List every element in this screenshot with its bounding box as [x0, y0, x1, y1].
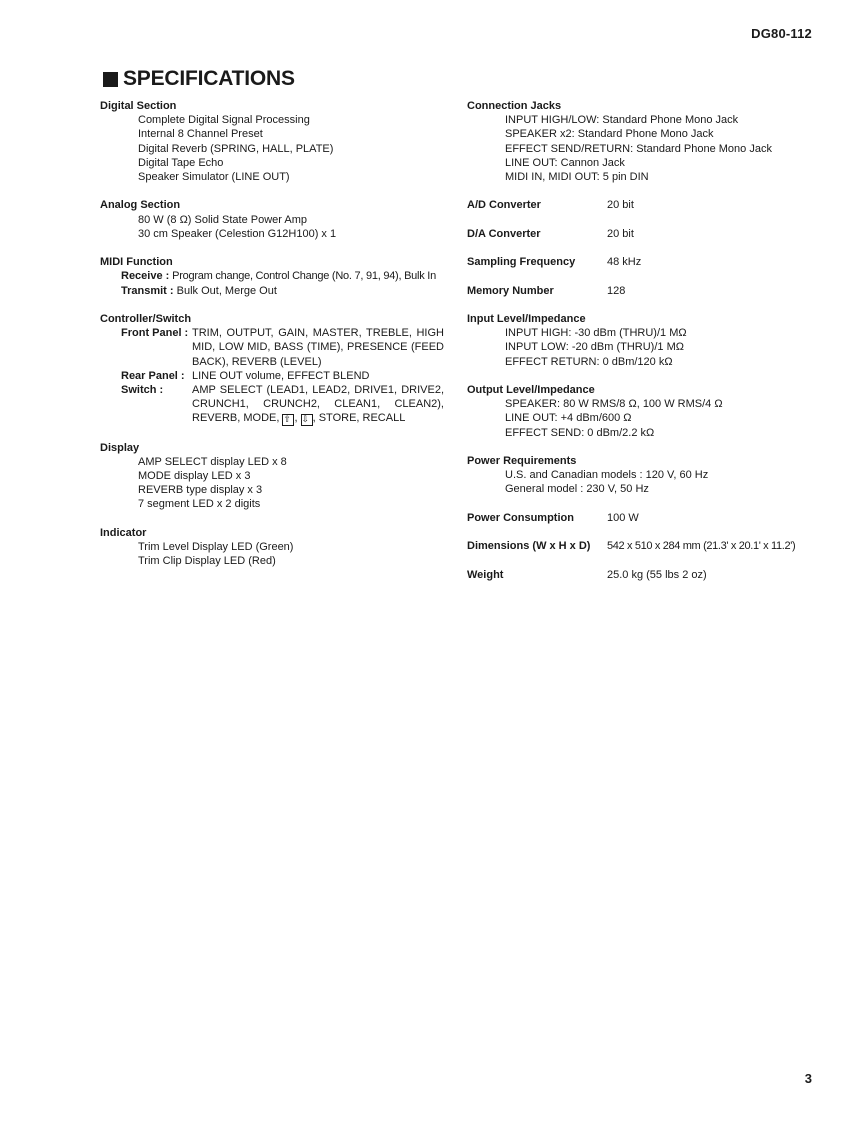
section-heading: Controller/Switch: [100, 313, 192, 325]
memory-number-label: Memory Number: [467, 284, 554, 297]
dimensions-value: 542 x 510 x 284 mm (21.3' x 20.1' x 11.2'): [607, 540, 796, 553]
section-heading: MIDI Function: [100, 256, 173, 269]
memory-number-row: [467, 284, 827, 298]
ad-converter-value: 20 bit: [607, 199, 634, 212]
midi-receive-value: Program change, Control Change (No. 7, 91, 94), Bulk In: [169, 270, 436, 283]
front-panel-label: Front Panel :: [121, 327, 189, 340]
power-consumption-value: 100 W: [607, 511, 639, 524]
digital-section: [100, 99, 450, 184]
midi-section: [100, 255, 450, 298]
list-item: Trim Level Display LED (Green): [138, 541, 294, 554]
section-heading: Digital Section: [100, 100, 177, 112]
weight-label: Weight: [467, 568, 504, 581]
list-item: 80 W (8 Ω) Solid State Power Amp: [138, 213, 308, 226]
page-number: 3: [804, 1071, 812, 1086]
list-item: EFFECT SEND: 0 dBm/2.2 kΩ: [505, 426, 655, 439]
list-item: LINE OUT: Cannon Jack: [505, 156, 625, 169]
connection-jacks-section: [467, 99, 827, 184]
left-column: [100, 99, 450, 583]
switch-value: AMP SELECT (LEAD1, LEAD2, DRIVE1, DRIVE2, CRUNCH1, CRUNCH2, CLEAN1, CLEAN2), REVERB, MODE, ⇧ , ⇩ , STORE, RECALL: [192, 384, 444, 425]
section-heading: Input Level/Impedance: [467, 312, 586, 325]
controller-section: [100, 312, 450, 426]
dimensions-row: [467, 539, 827, 553]
list-item: INPUT HIGH/LOW: Standard Phone Mono Jack: [505, 114, 739, 127]
right-column: [467, 99, 827, 596]
list-item: Internal 8 Channel Preset: [138, 128, 263, 141]
rear-panel-value: LINE OUT volume, EFFECT BLEND: [192, 369, 370, 382]
section-heading: Connection Jacks: [467, 100, 562, 112]
list-item: SPEAKER: 80 W RMS/8 Ω, 100 W RMS/4 Ω: [505, 398, 723, 411]
output-level-section: [467, 383, 827, 440]
midi-transmit-label: Transmit :: [121, 284, 174, 297]
power-consumption-row: [467, 511, 827, 525]
list-item: Speaker Simulator (LINE OUT): [138, 171, 290, 184]
list-item: INPUT HIGH: -30 dBm (THRU)/1 MΩ: [505, 327, 687, 340]
switch-label: Switch :: [121, 384, 164, 397]
da-converter-value: 20 bit: [607, 227, 634, 240]
list-item: General model : 230 V, 50 Hz: [505, 483, 649, 496]
memory-number-value: 128: [607, 284, 626, 297]
section-heading: Analog Section: [100, 199, 181, 212]
sampling-frequency-row: [467, 255, 827, 269]
weight-row: [467, 568, 827, 582]
switch-value-text-end: , STORE, RECALL: [312, 412, 406, 425]
section-heading: Power Requirements: [467, 454, 577, 467]
analog-section: [100, 198, 450, 241]
display-section: [100, 441, 450, 512]
midi-transmit-row: [100, 284, 450, 298]
rear-panel-row: [100, 369, 450, 383]
section-heading: Indicator: [100, 526, 147, 539]
switch-value-text: AMP SELECT (LEAD1, LEAD2, DRIVE1, DRIVE2, CRUNCH1, CRUNCH2, CLEAN1, CLEAN2), REVERB, MODE,: [192, 384, 444, 425]
power-consumption-label: Power Consumption: [467, 511, 574, 524]
section-heading: Display: [100, 441, 140, 454]
list-item: Trim Clip Display LED (Red): [138, 555, 276, 568]
model-code: DG80-112: [751, 26, 812, 41]
list-item: EFFECT RETURN: 0 dBm/120 kΩ: [505, 355, 673, 368]
list-item: Digital Reverb (SPRING, HALL, PLATE): [138, 142, 334, 155]
list-item: AMP SELECT display LED x 8: [138, 455, 287, 468]
list-item: SPEAKER x2: Standard Phone Mono Jack: [505, 128, 714, 141]
up-arrow-box-icon: ⇧: [282, 414, 294, 426]
page-title-text: SPECIFICATIONS: [123, 67, 295, 90]
list-item: 7 segment LED x 2 digits: [138, 498, 261, 511]
list-item: MIDI IN, MIDI OUT: 5 pin DIN: [505, 171, 649, 184]
list-item: EFFECT SEND/RETURN: Standard Phone Mono Jack: [505, 142, 772, 155]
midi-transmit-value: Bulk Out, Merge Out: [173, 284, 277, 297]
switch-row: [100, 383, 450, 426]
da-converter-label: D/A Converter: [467, 227, 541, 240]
midi-receive-row: [100, 269, 450, 283]
front-panel-row: [100, 326, 450, 369]
title-square-icon: [103, 72, 118, 87]
ad-converter-label: A/D Converter: [467, 199, 541, 212]
list-item: U.S. and Canadian models : 120 V, 60 Hz: [505, 469, 709, 482]
ad-converter-row: [467, 198, 827, 212]
rear-panel-label: Rear Panel :: [121, 369, 185, 382]
sampling-frequency-label: Sampling Frequency: [467, 256, 576, 269]
list-item: MODE display LED x 3: [138, 470, 251, 483]
midi-receive-label: Receive :: [121, 270, 170, 283]
da-converter-row: [467, 227, 827, 241]
list-item: INPUT LOW: -20 dBm (THRU)/1 MΩ: [505, 341, 684, 354]
input-level-section: [467, 312, 827, 369]
down-arrow-box-icon: ⇩: [301, 414, 313, 426]
power-requirements-section: [467, 454, 827, 497]
sampling-frequency-value: 48 kHz: [607, 256, 642, 269]
list-item: Complete Digital Signal Processing: [138, 114, 310, 127]
weight-value: 25.0 kg (55 lbs 2 oz): [607, 568, 707, 581]
indicator-section: [100, 526, 450, 569]
dimensions-label: Dimensions (W x H x D): [467, 540, 591, 553]
page-title: [103, 66, 295, 92]
list-item: Digital Tape Echo: [138, 156, 224, 169]
list-item: LINE OUT: +4 dBm/600 Ω: [505, 412, 632, 425]
list-item: REVERB type display x 3: [138, 484, 263, 497]
section-heading: Output Level/Impedance: [467, 383, 595, 396]
front-panel-value: TRIM, OUTPUT, GAIN, MASTER, TREBLE, HIGH MID, LOW MID, BASS (TIME), PRESENCE (FEED BACK), REVERB (LEVEL): [192, 327, 444, 368]
list-item: 30 cm Speaker (Celestion G12H100) x 1: [138, 227, 337, 240]
